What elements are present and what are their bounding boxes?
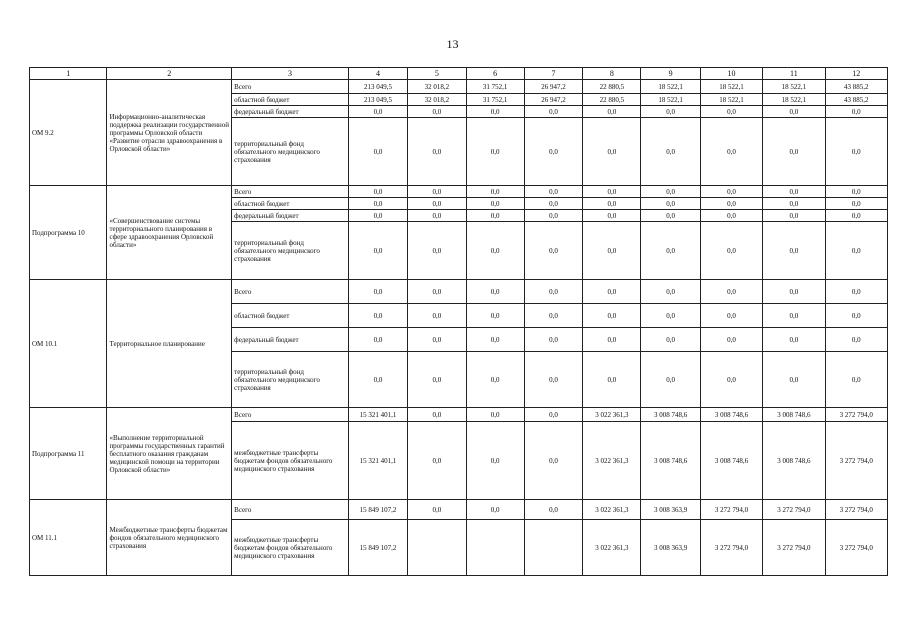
amount-cell: 0,0 [825, 106, 887, 118]
program-name: «Совершенствование системы территориального планирования в сфере здравоохранения Орловской области» [107, 186, 232, 280]
amount-cell: 0,0 [583, 280, 641, 304]
amount-cell: 0,0 [763, 106, 825, 118]
header-row [30, 68, 888, 80]
amount-cell: 0,0 [524, 186, 582, 198]
amount-cell: 0,0 [641, 222, 700, 280]
funding-source: территориальный фонд обязательного медицинского страхования [232, 352, 349, 408]
amount-cell: 0,0 [348, 280, 407, 304]
program-name: Информационно-аналитическая поддержка реализации государственной программы Орловской области «Развитие отрасли здравоохранения в Орловской области» [107, 80, 232, 186]
amount-cell: 0,0 [583, 186, 641, 198]
amount-cell: 3 022 361,3 [583, 520, 641, 576]
amount-cell: 0,0 [348, 352, 407, 408]
amount-cell: 26 947,2 [524, 80, 582, 94]
program-code: ОМ 10.1 [30, 280, 107, 408]
amount-cell [524, 520, 582, 576]
amount-cell: 0,0 [524, 328, 582, 352]
amount-cell: 0,0 [700, 118, 762, 186]
amount-cell: 0,0 [763, 280, 825, 304]
program-name: Территориальное планирование [107, 280, 232, 408]
amount-cell: 3 008 748,6 [641, 422, 700, 500]
amount-cell: 0,0 [825, 186, 887, 198]
amount-cell: 0,0 [763, 186, 825, 198]
amount-cell: 15 849 107,2 [348, 520, 407, 576]
column-header: 11 [763, 68, 825, 80]
amount-cell: 0,0 [408, 210, 466, 222]
amount-cell: 0,0 [825, 222, 887, 280]
program-name: «Выполнение территориальной программы государственных гарантий бесплатного оказания гражданам медицинской помощи на территории Орловской области» [107, 408, 232, 500]
funding-source: областной бюджет [232, 94, 349, 106]
amount-cell: 0,0 [700, 198, 762, 210]
amount-cell: 31 752,1 [466, 94, 524, 106]
amount-cell: 32 018,2 [408, 94, 466, 106]
amount-cell: 0,0 [641, 210, 700, 222]
amount-cell: 0,0 [641, 118, 700, 186]
amount-cell: 0,0 [524, 198, 582, 210]
amount-cell: 0,0 [466, 280, 524, 304]
amount-cell: 0,0 [700, 352, 762, 408]
amount-cell: 0,0 [348, 106, 407, 118]
amount-cell: 0,0 [466, 198, 524, 210]
amount-cell: 0,0 [348, 198, 407, 210]
amount-cell: 0,0 [408, 118, 466, 186]
column-header: 2 [107, 68, 232, 80]
table-row [30, 186, 888, 198]
amount-cell: 0,0 [408, 222, 466, 280]
amount-cell: 0,0 [763, 210, 825, 222]
amount-cell: 22 880,5 [583, 80, 641, 94]
amount-cell: 3 022 361,3 [583, 422, 641, 500]
funding-source: Всего [232, 186, 349, 198]
amount-cell: 31 752,1 [466, 80, 524, 94]
amount-cell: 0,0 [524, 304, 582, 328]
column-header: 1 [30, 68, 107, 80]
amount-cell: 0,0 [700, 222, 762, 280]
column-header: 4 [348, 68, 407, 80]
amount-cell: 3 008 748,6 [700, 422, 762, 500]
amount-cell: 3 008 748,6 [700, 408, 762, 422]
amount-cell: 32 018,2 [408, 80, 466, 94]
amount-cell: 3 022 361,3 [583, 408, 641, 422]
amount-cell: 18 522,1 [700, 94, 762, 106]
amount-cell: 0,0 [763, 328, 825, 352]
amount-cell: 0,0 [763, 118, 825, 186]
program-name: Межбюджетные трансферты бюджетам фондов обязательного медицинского страхования [107, 500, 232, 576]
amount-cell: 0,0 [700, 280, 762, 304]
amount-cell: 3 272 794,0 [825, 520, 887, 576]
amount-cell: 0,0 [524, 118, 582, 186]
amount-cell: 0,0 [408, 186, 466, 198]
amount-cell: 0,0 [466, 106, 524, 118]
amount-cell: 0,0 [583, 222, 641, 280]
amount-cell: 0,0 [408, 106, 466, 118]
amount-cell: 43 885,2 [825, 80, 887, 94]
funding-source: межбюджетные трансферты бюджетам фондов обязательного медицинского страхования [232, 520, 349, 576]
amount-cell: 0,0 [408, 280, 466, 304]
table-row [30, 80, 888, 94]
table-row [30, 280, 888, 304]
amount-cell: 0,0 [524, 352, 582, 408]
amount-cell: 15 321 401,1 [348, 422, 407, 500]
amount-cell: 0,0 [466, 186, 524, 198]
amount-cell: 43 885,2 [825, 94, 887, 106]
amount-cell: 3 008 363,9 [641, 520, 700, 576]
column-header: 7 [524, 68, 582, 80]
amount-cell: 0,0 [408, 328, 466, 352]
amount-cell: 0,0 [825, 280, 887, 304]
column-header: 12 [825, 68, 887, 80]
amount-cell: 0,0 [641, 106, 700, 118]
amount-cell: 0,0 [348, 222, 407, 280]
amount-cell: 0,0 [583, 328, 641, 352]
budget-table [29, 67, 888, 576]
column-header: 10 [700, 68, 762, 80]
amount-cell: 3 272 794,0 [700, 520, 762, 576]
amount-cell: 0,0 [466, 408, 524, 422]
amount-cell: 0,0 [348, 328, 407, 352]
page-number: 13 [446, 37, 459, 51]
amount-cell: 3 022 361,3 [583, 500, 641, 520]
amount-cell: 0,0 [583, 198, 641, 210]
amount-cell: 0,0 [583, 304, 641, 328]
column-header: 8 [583, 68, 641, 80]
amount-cell: 0,0 [583, 118, 641, 186]
funding-source: федеральный бюджет [232, 328, 349, 352]
amount-cell: 18 522,1 [641, 94, 700, 106]
amount-cell: 213 049,5 [348, 94, 407, 106]
amount-cell: 0,0 [583, 352, 641, 408]
amount-cell: 18 522,1 [763, 94, 825, 106]
funding-source: территориальный фонд обязательного медицинского страхования [232, 222, 349, 280]
funding-source: Всего [232, 80, 349, 94]
amount-cell: 0,0 [466, 422, 524, 500]
funding-source: областной бюджет [232, 198, 349, 210]
amount-cell: 0,0 [408, 304, 466, 328]
amount-cell: 18 522,1 [763, 80, 825, 94]
amount-cell: 0,0 [641, 280, 700, 304]
table-row [30, 500, 888, 520]
amount-cell: 0,0 [524, 210, 582, 222]
amount-cell: 0,0 [825, 328, 887, 352]
amount-cell: 0,0 [408, 500, 466, 520]
funding-source: межбюджетные трансферты бюджетам фондов обязательного медицинского страхования [232, 422, 349, 500]
funding-source: федеральный бюджет [232, 106, 349, 118]
amount-cell: 0,0 [641, 198, 700, 210]
amount-cell: 0,0 [700, 210, 762, 222]
amount-cell: 0,0 [466, 500, 524, 520]
amount-cell: 3 008 748,6 [763, 408, 825, 422]
amount-cell: 0,0 [700, 186, 762, 198]
amount-cell: 0,0 [763, 198, 825, 210]
amount-cell: 0,0 [408, 408, 466, 422]
program-code: Подпрограмма 11 [30, 408, 107, 500]
amount-cell: 3 008 748,6 [763, 422, 825, 500]
amount-cell: 0,0 [408, 198, 466, 210]
funding-source: Всего [232, 500, 349, 520]
amount-cell: 0,0 [583, 106, 641, 118]
amount-cell: 0,0 [825, 198, 887, 210]
amount-cell: 0,0 [348, 304, 407, 328]
amount-cell: 0,0 [641, 186, 700, 198]
amount-cell [408, 520, 466, 576]
amount-cell: 0,0 [466, 210, 524, 222]
amount-cell: 0,0 [408, 422, 466, 500]
amount-cell: 0,0 [466, 304, 524, 328]
amount-cell: 0,0 [700, 328, 762, 352]
amount-cell [466, 520, 524, 576]
amount-cell: 0,0 [348, 186, 407, 198]
amount-cell: 0,0 [763, 352, 825, 408]
column-header: 9 [641, 68, 700, 80]
amount-cell: 0,0 [700, 304, 762, 328]
amount-cell: 0,0 [466, 352, 524, 408]
amount-cell: 22 880,5 [583, 94, 641, 106]
amount-cell: 0,0 [825, 118, 887, 186]
amount-cell: 0,0 [825, 304, 887, 328]
amount-cell: 0,0 [348, 118, 407, 186]
amount-cell: 0,0 [524, 222, 582, 280]
amount-cell: 3 272 794,0 [763, 520, 825, 576]
program-code: ОМ 9.2 [30, 80, 107, 186]
amount-cell: 26 947,2 [524, 94, 582, 106]
amount-cell: 15 321 401,1 [348, 408, 407, 422]
amount-cell: 0,0 [763, 304, 825, 328]
amount-cell: 0,0 [583, 210, 641, 222]
amount-cell: 213 049,5 [348, 80, 407, 94]
funding-source: Всего [232, 280, 349, 304]
amount-cell: 3 272 794,0 [700, 500, 762, 520]
amount-cell: 15 849 107,2 [348, 500, 407, 520]
amount-cell: 0,0 [524, 500, 582, 520]
amount-cell: 0,0 [348, 210, 407, 222]
amount-cell: 0,0 [641, 352, 700, 408]
amount-cell: 0,0 [641, 304, 700, 328]
funding-source: областной бюджет [232, 304, 349, 328]
table-row [30, 408, 888, 422]
funding-source: Всего [232, 408, 349, 422]
amount-cell: 3 272 794,0 [825, 422, 887, 500]
amount-cell: 0,0 [641, 328, 700, 352]
amount-cell: 0,0 [524, 106, 582, 118]
amount-cell: 0,0 [825, 210, 887, 222]
program-code: Подпрограмма 10 [30, 186, 107, 280]
program-code: ОМ 11.1 [30, 500, 107, 576]
amount-cell: 0,0 [466, 118, 524, 186]
funding-source: федеральный бюджет [232, 210, 349, 222]
amount-cell: 0,0 [763, 222, 825, 280]
funding-source: территориальный фонд обязательного медицинского страхования [232, 118, 349, 186]
amount-cell: 18 522,1 [700, 80, 762, 94]
amount-cell: 3 272 794,0 [763, 500, 825, 520]
amount-cell: 0,0 [524, 422, 582, 500]
amount-cell: 0,0 [524, 280, 582, 304]
amount-cell: 3 272 794,0 [825, 500, 887, 520]
amount-cell: 18 522,1 [641, 80, 700, 94]
column-header: 6 [466, 68, 524, 80]
column-header: 3 [232, 68, 349, 80]
column-header: 5 [408, 68, 466, 80]
amount-cell: 0,0 [466, 222, 524, 280]
amount-cell: 0,0 [466, 328, 524, 352]
amount-cell: 0,0 [825, 352, 887, 408]
amount-cell: 3 272 794,0 [825, 408, 887, 422]
amount-cell: 0,0 [408, 352, 466, 408]
amount-cell: 3 008 748,6 [641, 408, 700, 422]
amount-cell: 0,0 [524, 408, 582, 422]
amount-cell: 3 008 363,9 [641, 500, 700, 520]
amount-cell: 0,0 [700, 106, 762, 118]
